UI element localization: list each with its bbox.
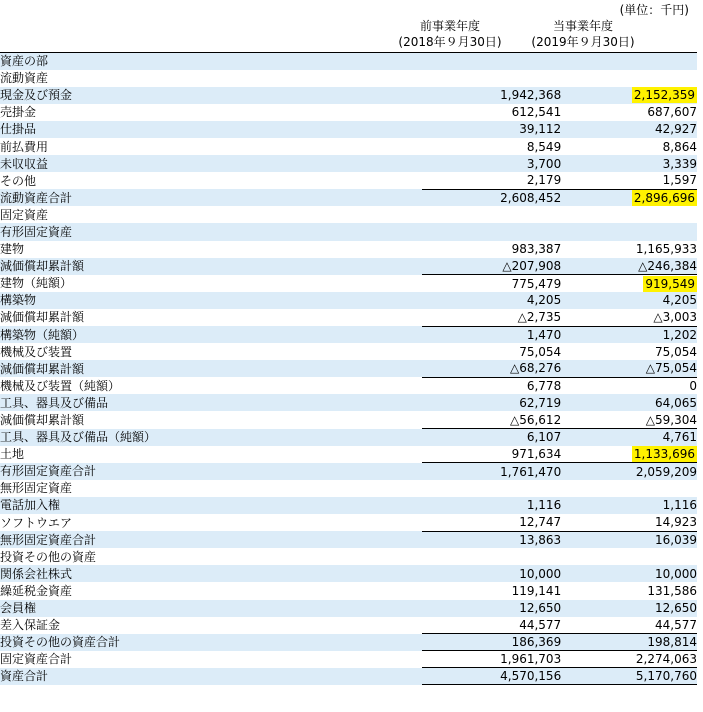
highlight-mark: 2,896,696 xyxy=(633,191,695,206)
prev-value: 2,608,452 xyxy=(422,189,561,206)
row-label: 電話加入権 xyxy=(0,497,422,514)
prev-value xyxy=(422,223,561,240)
row-label: 売掛金 xyxy=(0,105,37,120)
curr-value: △246,384 xyxy=(561,258,697,275)
row-label: ソフトウエア xyxy=(0,515,73,530)
row-label: 無形固定資産 xyxy=(0,481,73,496)
table-row xyxy=(0,189,697,206)
prev-value: 10,000 xyxy=(422,565,561,582)
row-label: 建物（純額） xyxy=(0,276,73,291)
table-row xyxy=(0,258,697,275)
curr-value: 4,205 xyxy=(561,292,697,309)
prev-value: 1,942,368 xyxy=(422,87,561,104)
prev-period-title: 前事業年度 xyxy=(419,19,480,33)
table-row xyxy=(0,411,697,428)
curr-value: 1,597 xyxy=(662,173,697,188)
prev-value xyxy=(422,206,561,223)
table-row xyxy=(0,651,697,668)
curr-value xyxy=(561,189,697,206)
row-label: 投資その他の資産 xyxy=(0,549,97,564)
row-label: 資産合計 xyxy=(0,668,422,685)
prev-value: 775,479 xyxy=(511,276,562,291)
prev-value: 6,107 xyxy=(422,429,561,446)
row-label: 減価償却累計額 xyxy=(0,360,422,377)
prev-value: 3,700 xyxy=(422,155,561,172)
row-label: 機械及び装置（純額） xyxy=(0,378,121,393)
table-row xyxy=(0,206,697,223)
table-row xyxy=(0,53,697,70)
prev-value: 12,650 xyxy=(422,600,561,617)
curr-period-date: (2019年９月30日) xyxy=(531,35,635,49)
prev-value: 2,179 xyxy=(526,173,562,188)
curr-value xyxy=(561,53,697,70)
curr-value: 4,761 xyxy=(561,429,697,446)
table-row xyxy=(0,600,697,617)
curr-value: 42,927 xyxy=(561,121,697,138)
curr-value: △75,054 xyxy=(561,360,697,377)
row-label: 資産の部 xyxy=(0,53,422,70)
curr-value: 12,650 xyxy=(561,600,697,617)
row-label: 有形固定資産 xyxy=(0,223,422,240)
table-row xyxy=(0,326,697,343)
row-label: 差入保証金 xyxy=(0,618,61,633)
prev-value: 1,470 xyxy=(422,326,561,343)
table-row xyxy=(0,565,697,582)
prev-value: 186,369 xyxy=(422,634,561,651)
row-label: 前払費用 xyxy=(0,139,49,154)
curr-value xyxy=(561,70,697,87)
table-row xyxy=(0,480,697,497)
prev-value: 75,054 xyxy=(519,344,562,359)
prev-value xyxy=(422,548,561,565)
curr-value: 1,116 xyxy=(561,497,697,514)
curr-value xyxy=(561,480,697,497)
row-label: 土地 xyxy=(0,447,25,462)
table-row xyxy=(0,514,697,531)
table-row xyxy=(0,668,697,685)
prev-value xyxy=(422,480,561,497)
row-label: 無形固定資産合計 xyxy=(0,531,422,548)
table-row xyxy=(0,531,697,548)
curr-value: 687,607 xyxy=(647,105,697,120)
table-row xyxy=(0,241,697,258)
row-label: その他 xyxy=(0,173,37,188)
highlight-mark: 1,133,696 xyxy=(633,446,695,461)
table-row xyxy=(0,121,697,138)
curr-value xyxy=(561,548,697,565)
row-label: 工具、器具及び備品 xyxy=(0,394,422,411)
row-label: 建物 xyxy=(0,242,25,257)
curr-value: 0 xyxy=(689,379,697,394)
curr-value xyxy=(561,223,697,240)
row-label: 固定資産 xyxy=(0,207,49,222)
row-label: 関係会社株式 xyxy=(0,565,422,582)
prev-value: 13,863 xyxy=(422,531,561,548)
row-label: 繰延税金資産 xyxy=(0,583,73,598)
curr-value: 2,274,063 xyxy=(561,651,697,668)
prev-value: 1,761,470 xyxy=(422,463,561,480)
table-row xyxy=(0,582,697,599)
table-row xyxy=(0,87,697,104)
row-label: 未収収益 xyxy=(0,155,422,172)
prev-value xyxy=(422,70,561,87)
prev-value xyxy=(422,53,561,70)
column-header xyxy=(0,18,703,52)
prev-value: △68,276 xyxy=(422,360,561,377)
unit-label: (単位：千円) xyxy=(619,3,689,17)
table-row xyxy=(0,497,697,514)
table-row xyxy=(0,275,697,292)
row-label: 構築物 xyxy=(0,292,422,309)
table-row xyxy=(0,377,697,394)
prev-value: 6,778 xyxy=(526,379,562,394)
prev-value: △207,908 xyxy=(422,258,561,275)
row-label: 流動資産 xyxy=(0,71,49,86)
table-row xyxy=(0,292,697,309)
curr-value: △59,304 xyxy=(561,411,697,428)
row-label: 構築物（純額） xyxy=(0,326,422,343)
row-label: 減価償却累計額 xyxy=(0,258,422,275)
curr-value: 44,577 xyxy=(561,617,697,634)
row-label: 固定資産合計 xyxy=(0,652,73,667)
curr-value: 14,923 xyxy=(561,514,697,531)
row-label: 会員権 xyxy=(0,600,422,617)
row-label: 投資その他の資産合計 xyxy=(0,634,422,651)
curr-value: 1,165,933 xyxy=(635,242,697,257)
row-label: 有形固定資産合計 xyxy=(0,463,422,480)
highlight-mark: 2,152,359 xyxy=(633,88,695,103)
table-row xyxy=(0,634,697,651)
curr-period-title: 当事業年度 xyxy=(552,19,613,33)
table-row xyxy=(0,104,697,121)
table-row xyxy=(0,463,697,480)
curr-value: 1,202 xyxy=(561,326,697,343)
curr-value xyxy=(561,87,697,104)
prev-value: 4,570,156 xyxy=(422,668,561,685)
row-label: 減価償却累計額 xyxy=(0,310,85,325)
prev-value: △2,735 xyxy=(422,309,561,326)
table-row xyxy=(0,360,697,377)
table-row xyxy=(0,617,697,634)
prev-value: △56,612 xyxy=(422,411,561,428)
prev-value: 983,387 xyxy=(511,242,562,257)
curr-value: 8,864 xyxy=(662,139,697,154)
table-row xyxy=(0,394,697,411)
curr-value: 2,059,209 xyxy=(561,463,697,480)
prev-value: 8,549 xyxy=(526,139,562,154)
curr-value: 131,586 xyxy=(647,583,697,598)
curr-value: 198,814 xyxy=(561,634,697,651)
table-row xyxy=(0,172,697,189)
row-label: 工具、器具及び備品（純額） xyxy=(0,429,422,446)
curr-value xyxy=(561,206,697,223)
prev-value: 4,205 xyxy=(422,292,561,309)
curr-value: 64,065 xyxy=(561,394,697,411)
table-row xyxy=(0,343,697,360)
highlight-mark: 919,549 xyxy=(645,276,695,291)
curr-value: 5,170,760 xyxy=(561,668,697,685)
table-row xyxy=(0,446,697,463)
prev-value: 62,719 xyxy=(422,394,561,411)
curr-value xyxy=(561,446,697,463)
curr-value: 16,039 xyxy=(561,531,697,548)
curr-value: △3,003 xyxy=(561,309,697,326)
curr-value xyxy=(561,275,697,292)
row-label: 減価償却累計額 xyxy=(0,413,85,428)
prev-value: 1,961,703 xyxy=(422,651,561,668)
table-row xyxy=(0,309,697,326)
prev-value: 1,116 xyxy=(422,497,561,514)
row-label: 流動資産合計 xyxy=(0,189,422,206)
row-label: 仕掛品 xyxy=(0,121,422,138)
prev-value: 12,747 xyxy=(422,514,561,531)
curr-value: 75,054 xyxy=(655,344,697,359)
prev-value: 612,541 xyxy=(511,105,562,120)
table-row xyxy=(0,223,697,240)
prev-value: 119,141 xyxy=(511,583,562,598)
table-row xyxy=(0,429,697,446)
balance-sheet-table xyxy=(0,52,697,685)
row-label: 機械及び装置 xyxy=(0,344,73,359)
prev-value: 44,577 xyxy=(422,617,561,634)
row-label: 現金及び預金 xyxy=(0,87,422,104)
prev-value: 39,112 xyxy=(422,121,561,138)
prev-value: 971,634 xyxy=(511,446,562,461)
table-row xyxy=(0,548,697,565)
curr-value: 10,000 xyxy=(561,565,697,582)
table-row xyxy=(0,138,697,155)
table-row xyxy=(0,155,697,172)
prev-period-date: (2018年９月30日) xyxy=(398,35,502,49)
table-row xyxy=(0,70,697,87)
curr-period-header xyxy=(463,18,703,50)
curr-value: 3,339 xyxy=(561,155,697,172)
